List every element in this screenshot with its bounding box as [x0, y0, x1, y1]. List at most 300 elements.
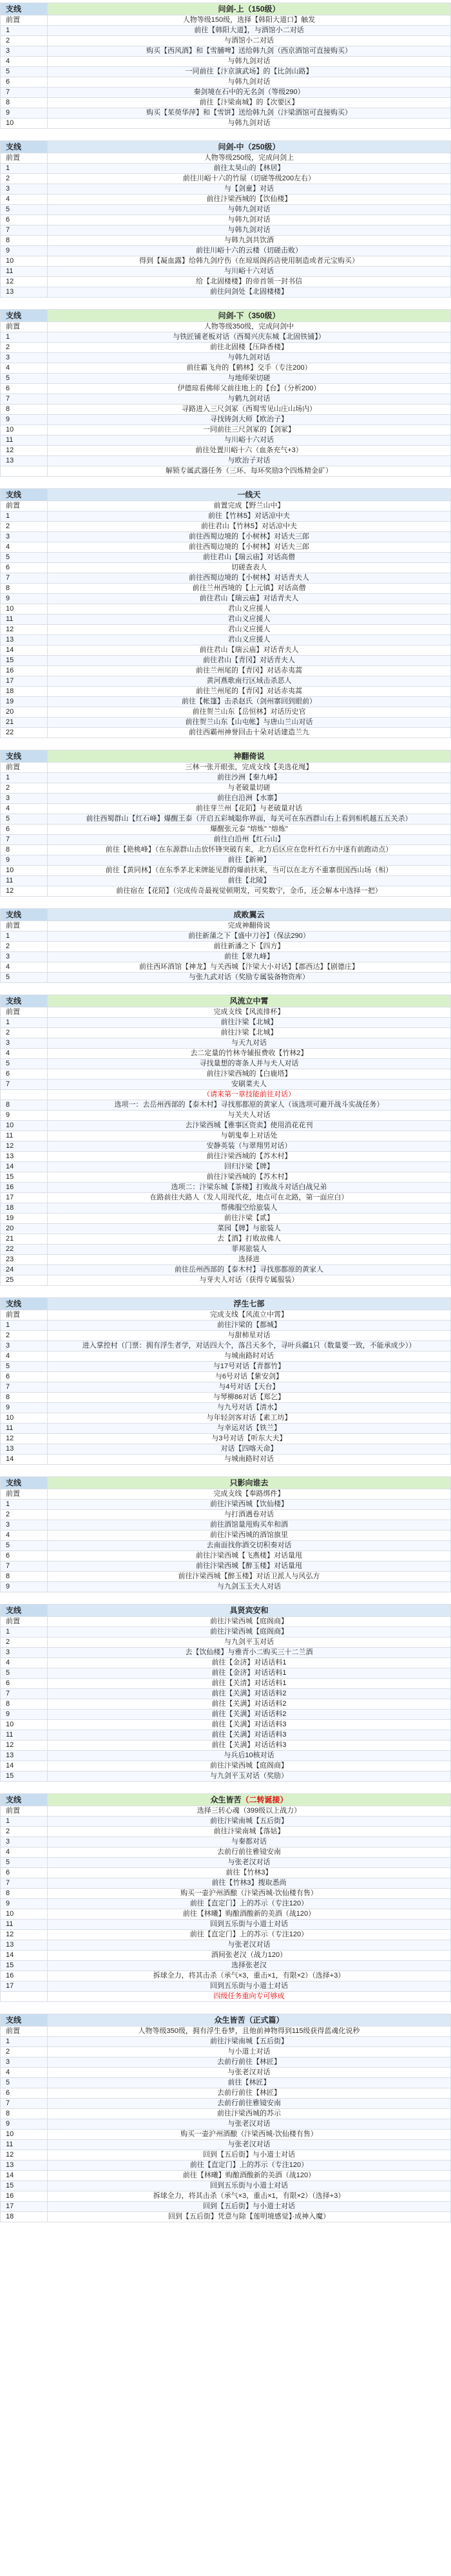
step-number-cell: 3: [1, 46, 48, 57]
table-row: [1, 635, 451, 645]
table-row: [1, 384, 451, 394]
step-description-cell: 选项一：去岳州西部的【泰木村】寻找那都原的黄家人（该选项可避开战斗实战任务）: [48, 1100, 451, 1111]
step-description-cell: 去【饮仙楼】与雅青小二购买三十二兰酒: [48, 1648, 451, 1658]
step-description-cell: （请来第一章技能前往对话）: [48, 1090, 451, 1100]
table-row: [1, 1203, 451, 1214]
step-description-cell: 购买一壶沪州酒酿（汴梁西城-饮仙楼有售）: [48, 1889, 451, 1899]
table-row: [1, 205, 451, 215]
step-description-cell: 前往兰州尾的【青冈】对话赤夷蒿: [48, 666, 451, 676]
step-description-cell: 人物等级250级，完成问剑上: [48, 153, 451, 164]
step-number-cell: [1, 466, 48, 477]
table-row: [1, 1444, 451, 1455]
table-row: [1, 1193, 451, 1203]
step-description-cell: 前往芽兰州【花陌】与老破量对话: [48, 804, 451, 814]
table-row: [1, 2119, 451, 2130]
step-description-cell: 前往君山【瑞云庙】对话青夫人: [48, 594, 451, 604]
quest-table-wenjian-zhong: [0, 140, 451, 298]
step-description-cell: 与老破量切磋: [48, 783, 451, 794]
table-row: [1, 153, 451, 164]
step-description-cell: 与3号对话【听东大夫】: [48, 1434, 451, 1444]
table-row: [1, 1668, 451, 1679]
table-row: [1, 1245, 451, 1255]
quest-table-yixian-tian: [0, 488, 451, 738]
step-number-cell: 8: [1, 1100, 48, 1111]
header-type-cell: 支线: [1, 3, 48, 15]
step-number-cell: 2: [1, 343, 48, 353]
step-number-cell: 4: [1, 363, 48, 374]
table-row: [1, 1858, 451, 1868]
step-number-cell: 3: [1, 184, 48, 195]
step-description-cell: 安刷菜夫人: [48, 1080, 451, 1090]
step-number-cell: 9: [1, 415, 48, 425]
step-number-cell: 5: [1, 1858, 48, 1868]
step-number-cell: 9: [1, 1899, 48, 1909]
step-description-cell: 前往汴梁【贰】: [48, 1214, 451, 1224]
step-description-cell: 前往【关满】对话话料2: [48, 1710, 451, 1720]
step-description-cell: 回到【五后街】凭意与除【莲明境感觉】·成神入魔）: [48, 2212, 451, 2222]
table-row: [1, 1868, 451, 1878]
table-row: [1, 15, 451, 26]
step-description-cell: 与韩九剑对话: [48, 77, 451, 88]
step-description-cell: 前往酒馆量甩购买牟和酒: [48, 1520, 451, 1531]
step-number-cell: 14: [1, 645, 48, 656]
table-row: [1, 225, 451, 236]
step-description-cell: 四级任务重向专可够成: [48, 1992, 451, 2002]
table-row: [1, 246, 451, 256]
step-description-cell: 对话【四喀天命】: [48, 1444, 451, 1455]
step-number-cell: 4: [1, 1531, 48, 1541]
table-row: [1, 435, 451, 446]
step-number-cell: 7: [1, 394, 48, 405]
table-row: [1, 2037, 451, 2047]
table-header-row: [1, 310, 451, 322]
step-description-cell: 与韩九剑对话: [48, 205, 451, 215]
step-number-cell: 12: [1, 1434, 48, 1444]
step-number-cell: 10: [1, 425, 48, 435]
step-description-cell: 黄河燕歌南行区域击杀恶人: [48, 676, 451, 687]
step-number-cell: 2: [1, 1028, 48, 1038]
quest-table-zhongsheng-jieku: [0, 2014, 451, 2222]
step-number-cell: 11: [1, 267, 48, 277]
step-description-cell: 前往宿在【花陌】（完成传奇最视觉顿期发，可奖数宁，金币，还会解本中选择一把）: [48, 886, 451, 897]
step-description-cell: 回到五乐街与小道士对话: [48, 2181, 451, 2191]
step-number-cell: 9: [1, 1403, 48, 1413]
step-description-cell: 得到【凝血露】给韩九剑疗伤（在琼瑶阁药店使用制造或者元宝购买）: [48, 256, 451, 267]
step-description-cell: 与韩九剑对话: [48, 119, 451, 129]
table-row: [1, 1434, 451, 1444]
step-number-cell: 9: [1, 594, 48, 604]
table-row: [1, 604, 451, 615]
step-description-cell: 前往岳州西部的【泰木村】寻找那都原的黄家人: [48, 1265, 451, 1275]
step-description-cell: 前往汴梁西城的【白鹿塔】: [48, 1069, 451, 1080]
step-number-cell: 5: [1, 205, 48, 215]
step-description-cell: 前往贺兰山东【岳恒林】对话历史官: [48, 707, 451, 718]
step-description-cell: 前往西霸州神誉回击十朵对话建造兰九: [48, 728, 451, 738]
step-number-cell: 18: [1, 1203, 48, 1214]
table-row: [1, 1699, 451, 1710]
step-number-cell: 4: [1, 57, 48, 67]
step-description-cell: 与张老汉对话: [48, 1940, 451, 1951]
table-row: [1, 942, 451, 952]
step-description-cell: 寻路进入三尺剑冢（西蜀雪见山庄山场内）: [48, 405, 451, 415]
table-row: [1, 174, 451, 184]
step-description-cell: 与地师荣切磋: [48, 374, 451, 384]
table-row: [1, 804, 451, 814]
step-description-cell: 菲邦旅装人: [48, 1245, 451, 1255]
step-description-cell: 与韩九剑对话: [48, 57, 451, 67]
step-number-cell: 6: [1, 1679, 48, 1689]
step-number-cell: 10: [1, 119, 48, 129]
step-description-cell: 去前行前往雅镜安南: [48, 2099, 451, 2109]
table-row: [1, 921, 451, 931]
table-row: [1, 1889, 451, 1899]
step-description-cell: 与4号对话【天台】: [48, 1382, 451, 1393]
table-row: [1, 511, 451, 522]
table-row: [1, 1111, 451, 1121]
header-type-cell: 支线: [1, 310, 48, 322]
table-row: [1, 1878, 451, 1889]
table-row: [1, 1940, 451, 1951]
step-number-cell: 9: [1, 1111, 48, 1121]
step-number-cell: 11: [1, 2140, 48, 2150]
table-header-row: [1, 1477, 451, 1489]
step-description-cell: 与甜柿星对话: [48, 1331, 451, 1341]
step-number-cell: 6: [1, 1372, 48, 1382]
step-description-cell: 购买一壶沪州酒酿（汴梁西城-饮仙楼有售）: [48, 2130, 451, 2140]
table-row: [1, 542, 451, 553]
step-description-cell: 与兵后10核对话: [48, 1751, 451, 1761]
step-number-cell: 6: [1, 77, 48, 88]
step-number-cell: 6: [1, 563, 48, 573]
step-number-cell: 6: [1, 384, 48, 394]
step-number-cell: 2: [1, 1510, 48, 1520]
step-description-cell: 前往【关满】对话话料3: [48, 1730, 451, 1741]
step-number-cell: 11: [1, 615, 48, 625]
step-number-cell: 5: [1, 973, 48, 983]
step-number-cell: 1: [1, 164, 48, 174]
table-row: [1, 615, 451, 625]
step-description-cell: 前往汴梁西城【醉玉楼】对话卫派人与风弘方: [48, 1572, 451, 1582]
table-title-note: （二转诞接）: [241, 1795, 288, 1804]
table-row: [1, 1362, 451, 1372]
step-description-cell: 与川峪十六对话: [48, 267, 451, 277]
step-number-cell: 4: [1, 2068, 48, 2078]
step-description-cell: 前往汴梁西城的酒馆旗里: [48, 1531, 451, 1541]
table-row: [1, 1771, 451, 1782]
header-type-cell: 支线: [1, 2014, 48, 2027]
step-description-cell: 回到五乐街与小道士对话: [48, 1981, 451, 1992]
quest-table-shenbing-chuan: [0, 750, 451, 897]
table-row: [1, 415, 451, 425]
table-header-row: [1, 3, 451, 15]
step-description-cell: 去前行前往【林匠】: [48, 2088, 451, 2099]
step-number-cell: 5: [1, 1059, 48, 1069]
step-number-cell: 1: [1, 1321, 48, 1331]
quest-table-wenjian-shang: [0, 3, 451, 129]
table-row: [1, 1920, 451, 1930]
step-number-cell: 21: [1, 718, 48, 728]
table-row: [1, 666, 451, 676]
step-description-cell: 一同前往三尺剑冢的【剑冢】: [48, 425, 451, 435]
step-description-cell: 前往【竹林3】: [48, 1868, 451, 1878]
step-number-cell: 10: [1, 2130, 48, 2140]
step-number-cell: 8: [1, 1699, 48, 1710]
step-description-cell: 安静英装（与翠翔男对话）: [48, 1141, 451, 1152]
step-description-cell: 君山义应援人: [48, 604, 451, 615]
step-number-cell: 6: [1, 825, 48, 835]
table-row: [1, 1761, 451, 1771]
step-description-cell: 与铁匠铺老板对话（西蜀兴庆东城【北固铁铺】）: [48, 332, 451, 343]
step-number-cell: 11: [1, 1730, 48, 1741]
step-number-cell: 2: [1, 1331, 48, 1341]
table-row: [1, 88, 451, 98]
step-number-cell: [1, 1090, 48, 1100]
step-number-cell: 10: [1, 1909, 48, 1920]
table-row: [1, 676, 451, 687]
step-number-cell: 前置: [1, 1007, 48, 1018]
table-row: [1, 1710, 451, 1720]
table-row: [1, 1648, 451, 1658]
step-description-cell: 前往西蜀边境的【小树林】对话青夫人: [48, 573, 451, 584]
step-description-cell: 前往汴梁西城【飞燕楼】对话量甩: [48, 1551, 451, 1561]
step-description-cell: 君山义应援人: [48, 635, 451, 645]
step-number-cell: 2: [1, 36, 48, 46]
table-row: [1, 1689, 451, 1699]
step-number-cell: 17: [1, 1981, 48, 1992]
table-row: [1, 287, 451, 298]
step-description-cell: 前往君山【瑞云庙】对话高僧: [48, 553, 451, 563]
step-description-cell: 前往【新神】: [48, 855, 451, 866]
step-number-cell: 16: [1, 1183, 48, 1193]
step-number-cell: 10: [1, 866, 48, 876]
step-description-cell: 去前行前往【林匠】: [48, 2057, 451, 2068]
step-description-cell: 前往川峪十六的云楼（切磋击败）: [48, 246, 451, 256]
step-description-cell: 选择三转心魂（399级以上战力）: [48, 1806, 451, 1817]
step-description-cell: 人物等级350级，完成问剑中: [48, 322, 451, 332]
step-number-cell: 7: [1, 835, 48, 845]
step-description-cell: 前往【关满】对话话料2: [48, 1689, 451, 1699]
table-row: [1, 2099, 451, 2109]
quest-table-zhongsheng-jieying: [0, 1793, 451, 2002]
table-row: [1, 1572, 451, 1582]
step-description-cell: 三林一张开眼张，完成支线【美选花绳】: [48, 763, 451, 773]
step-description-cell: 与城南路时对话: [48, 1455, 451, 1465]
step-number-cell: 1: [1, 332, 48, 343]
step-number-cell: 9: [1, 246, 48, 256]
step-number-cell: 14: [1, 1951, 48, 1961]
step-description-cell: 前往汴梁【北城】: [48, 1018, 451, 1028]
table-row: [1, 2191, 451, 2202]
table-row: [1, 1551, 451, 1561]
table-row: [1, 1961, 451, 1971]
header-type-cell: 支线: [1, 1605, 48, 1617]
step-description-cell: 前往西环酒馆【神龙】与关西城【汴梁大小对话】【郡西达】【剧德庄】: [48, 962, 451, 973]
step-description-cell: 前往兰州尾的【青冈】对话赤夷蒿: [48, 687, 451, 697]
step-description-cell: 帮佛服空给旅装人: [48, 1203, 451, 1214]
step-description-cell: 与川峪十六对话: [48, 435, 451, 446]
table-row: [1, 1403, 451, 1413]
step-description-cell: 菜园【牌】与旅装人: [48, 1224, 451, 1234]
step-number-cell: 12: [1, 2150, 48, 2161]
table-row: [1, 1847, 451, 1858]
step-number-cell: 17: [1, 676, 48, 687]
table-row: [1, 267, 451, 277]
step-description-cell: 前往【林曦】购酿酒酸新的美酒（战120）: [48, 2171, 451, 2181]
table-row: [1, 1541, 451, 1551]
header-type-cell: 支线: [1, 1794, 48, 1806]
quest-table-fengyun-zhongxiao: [0, 995, 451, 1286]
step-number-cell: 5: [1, 553, 48, 563]
table-row: [1, 1455, 451, 1465]
step-number-cell: 4: [1, 1049, 48, 1059]
table-row: [1, 446, 451, 456]
step-description-cell: 前往问剑处【北固楼楼】: [48, 287, 451, 298]
table-row: [1, 1500, 451, 1510]
step-description-cell: 前往汴梁西城【饮仙楼】: [48, 1500, 451, 1510]
step-description-cell: 前往【金济】对话话料1: [48, 1658, 451, 1668]
table-row: [1, 687, 451, 697]
table-row: [1, 1080, 451, 1090]
step-description-cell: 君山义应援人: [48, 625, 451, 635]
step-description-cell: 前往汴梁西城【庭阁商】: [48, 1617, 451, 1627]
step-number-cell: 11: [1, 876, 48, 886]
step-number-cell: 前置: [1, 763, 48, 773]
step-number-cell: 12: [1, 625, 48, 635]
step-description-cell: 与芽夫人对话（获得专属服装）: [48, 1275, 451, 1286]
step-description-cell: 前往霸飞舟的【鹤林】交手（专注200）: [48, 363, 451, 374]
table-row: [1, 1382, 451, 1393]
table-row: [1, 36, 451, 46]
table-row: [1, 845, 451, 855]
step-description-cell: 前往处置川峪十六（血条充气+3）: [48, 446, 451, 456]
step-description-cell: 与17号对话【青都竹】: [48, 1362, 451, 1372]
step-description-cell: 前往白沿洲【水寨】: [48, 794, 451, 804]
step-number-cell: 13: [1, 1751, 48, 1761]
table-row: [1, 1255, 451, 1265]
table-row: [1, 707, 451, 718]
step-description-cell: 前往西蜀边境的【小树林】对话夫三郎: [48, 532, 451, 542]
step-number-cell: 21: [1, 1234, 48, 1245]
step-description-cell: 切磋查表人: [48, 563, 451, 573]
step-description-cell: 前往白沿州【红石山】: [48, 835, 451, 845]
table-row: [1, 1007, 451, 1018]
step-number-cell: 8: [1, 584, 48, 594]
step-description-cell: 前往太昊山的【林居】: [48, 164, 451, 174]
table-row: [1, 783, 451, 794]
step-description-cell: 去【酒】打败故佛人: [48, 1234, 451, 1245]
table-row: [1, 1131, 451, 1141]
table-row: [1, 1617, 451, 1627]
step-description-cell: 寻找量想的寄条人并与夫人对话: [48, 1059, 451, 1069]
table-row: [1, 215, 451, 225]
step-description-cell: 完成支线【风流立中霄】: [48, 1310, 451, 1321]
step-number-cell: 3: [1, 1520, 48, 1531]
step-number-cell: 15: [1, 1172, 48, 1183]
table-row: [1, 1899, 451, 1909]
table-title-main: 众生皆苦: [210, 1795, 242, 1804]
step-number-cell: 1: [1, 773, 48, 783]
step-number-cell: 4: [1, 1351, 48, 1362]
step-number-cell: 4: [1, 542, 48, 553]
step-number-cell: 7: [1, 1382, 48, 1393]
step-description-cell: 与张老汉对话: [48, 2140, 451, 2150]
step-number-cell: 8: [1, 405, 48, 415]
table-row: [1, 1679, 451, 1689]
step-number-cell: 3: [1, 794, 48, 804]
table-row: [1, 1100, 451, 1111]
table-row: [1, 1321, 451, 1331]
table-row: [1, 1351, 451, 1362]
step-description-cell: 前往贺兰山东【山屯帐】与唐山兰山对话: [48, 718, 451, 728]
table-row: [1, 522, 451, 532]
table-row: [1, 1992, 451, 2002]
quest-table-wenjian-xia: [0, 309, 451, 477]
table-row: [1, 1489, 451, 1500]
step-description-cell: 前往【金济】对话话料1: [48, 1668, 451, 1679]
table-row: [1, 2161, 451, 2171]
table-row: [1, 2130, 451, 2140]
table-title: 具贤宾安和: [48, 1605, 451, 1617]
table-row: [1, 466, 451, 477]
quest-table-chengmo-yiyun: [0, 908, 451, 983]
header-type-cell: 支线: [1, 141, 48, 153]
step-description-cell: 前往汴梁西城的【苏木村】: [48, 1172, 451, 1183]
table-row: [1, 973, 451, 983]
step-description-cell: 前往汴梁西城的苏示: [48, 2109, 451, 2119]
step-description-cell: 选择张老汉: [48, 1961, 451, 1971]
table-title: 众生皆苦（正式篇）: [48, 2014, 451, 2027]
step-description-cell: 前往汴梁的【都城】: [48, 1321, 451, 1331]
step-description-cell: 前往【林曦】购酿酒酸新的美酒（战120）: [48, 1909, 451, 1920]
header-type-cell: 支线: [1, 1477, 48, 1489]
step-number-cell: 23: [1, 1255, 48, 1265]
step-description-cell: 去南面找你酒交切积奏对话: [48, 1541, 451, 1551]
step-description-cell: 与张老汉对话: [48, 1858, 451, 1868]
step-description-cell: 前往【直定门】上的苏示（专注120）: [48, 1930, 451, 1940]
step-number-cell: 13: [1, 635, 48, 645]
table-row: [1, 718, 451, 728]
table-row: [1, 2212, 451, 2222]
step-number-cell: 4: [1, 195, 48, 205]
table-header-row: [1, 1794, 451, 1806]
step-number-cell: 1: [1, 931, 48, 942]
table-row: [1, 1038, 451, 1049]
step-number-cell: 1: [1, 1018, 48, 1028]
step-number-cell: 3: [1, 353, 48, 363]
step-number-cell: 14: [1, 2171, 48, 2181]
header-type-cell: 支线: [1, 909, 48, 921]
step-description-cell: 与打酒遇卷对话: [48, 1510, 451, 1520]
step-description-cell: 与张老汉对话: [48, 2119, 451, 2130]
step-description-cell: 前往【关满】对话话料2: [48, 1699, 451, 1710]
step-number-cell: 11: [1, 435, 48, 446]
step-number-cell: 9: [1, 1710, 48, 1720]
table-row: [1, 1372, 451, 1382]
step-description-cell: 秦剑境在石中的无名剑（等级290）: [48, 88, 451, 98]
table-row: [1, 931, 451, 942]
step-description-cell: 与韩九剑对话: [48, 215, 451, 225]
step-description-cell: 回归汴梁【牌】: [48, 1162, 451, 1172]
header-type-cell: 支线: [1, 489, 48, 501]
step-number-cell: 9: [1, 2119, 48, 2130]
step-description-cell: 前往【林匠】: [48, 2078, 451, 2088]
table-row: [1, 1817, 451, 1827]
step-description-cell: 一同前往【汴京演武场】的【比剑山路】: [48, 67, 451, 77]
table-row: [1, 1162, 451, 1172]
step-number-cell: 2: [1, 174, 48, 184]
table-row: [1, 1981, 451, 1992]
step-number-cell: 12: [1, 886, 48, 897]
